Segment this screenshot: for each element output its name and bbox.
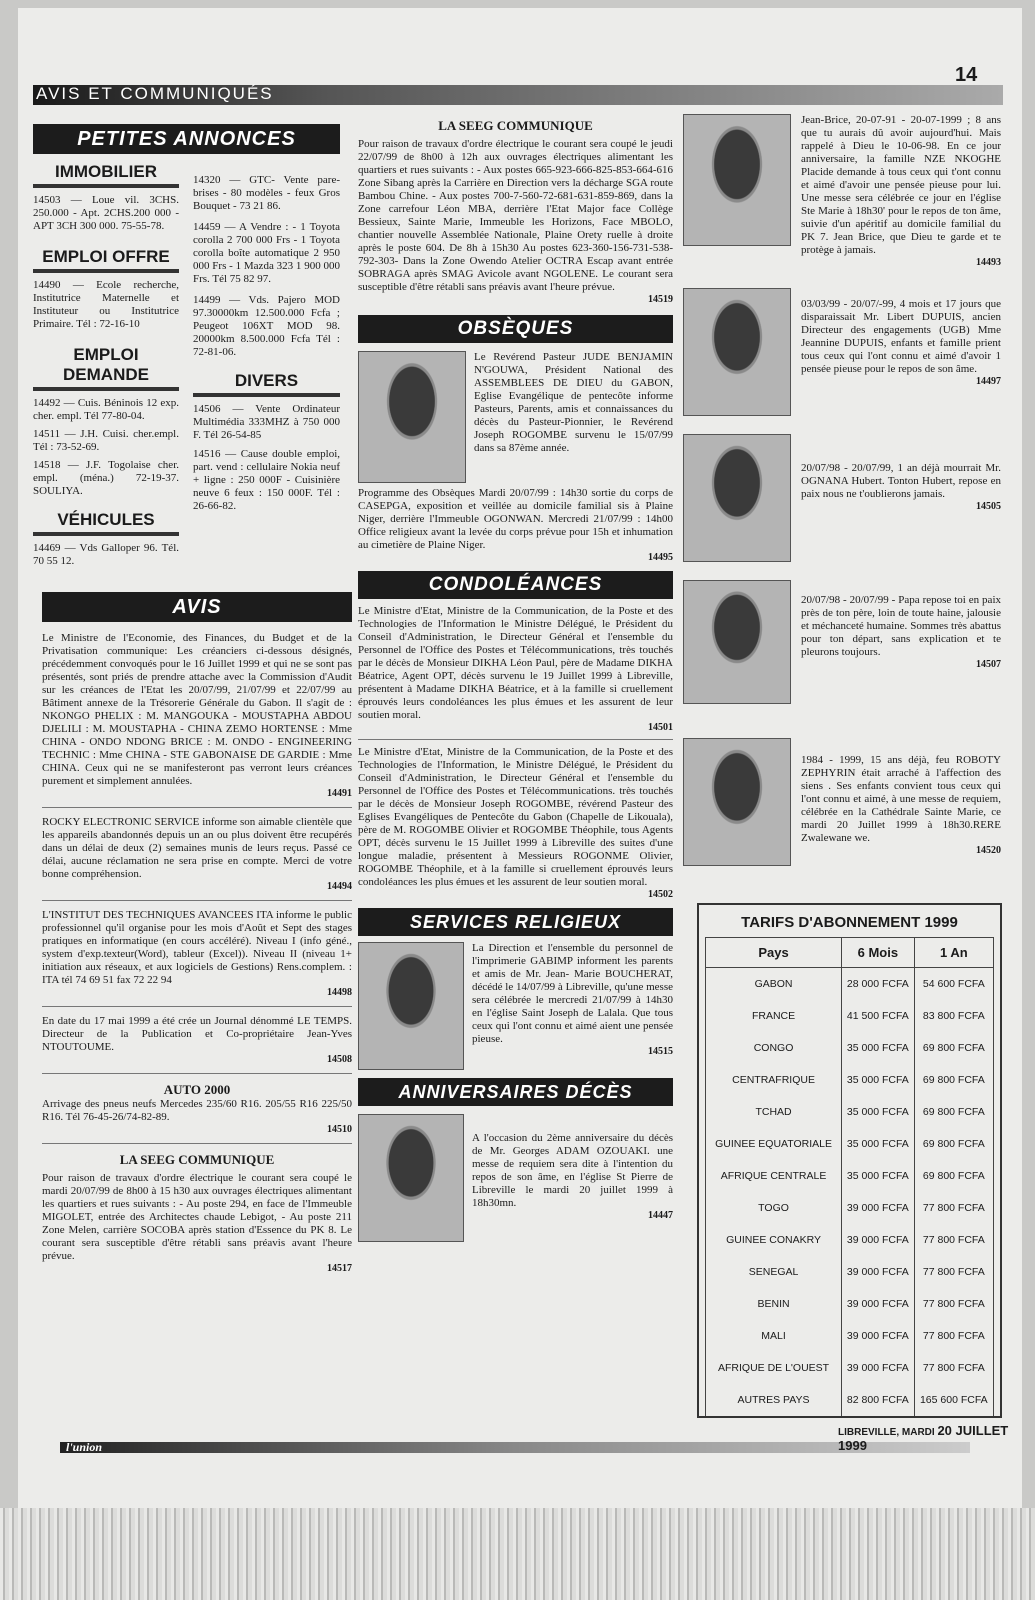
tarifs-cell: 39 000 FCFA [842, 1192, 915, 1224]
seeg-number: 14517 [327, 1263, 352, 1274]
tarifs-cell: GUINEE EQUATORIALE [706, 1128, 842, 1160]
memorial-number: 14505 [976, 501, 1001, 512]
avis-text: ROCKY ELECTRONIC SERVICE informe son aimable clientèle que les appareils abandonnés depuis un an ou plus doivent être recupérés dans un délai de deux (2) semaines munis de leurs reçus. Passé ce délai, aucune réclamation ne sera prise en compte. Merci de votre bonne compréhension. [42, 816, 352, 880]
memorial-number: 14520 [976, 845, 1001, 856]
emploi-offre-ad: 14490 — Ecole recherche, Institutrice Maternelle et Instituteur ou Institutrice Primaire. Tél : 72-16-10 [33, 279, 179, 330]
condoleances-banner: CONDOLÉANCES [358, 571, 673, 599]
column-memorials [683, 114, 1001, 878]
memorial-notice [683, 114, 1001, 266]
tarifs-cell: CONGO [706, 1032, 842, 1064]
tarifs-cell: AFRIQUE CENTRALE [706, 1160, 842, 1192]
tarifs-row [706, 1288, 994, 1320]
tarifs-cell: CENTRAFRIQUE [706, 1064, 842, 1096]
section-title: AVIS ET COMMUNIQUÉS [36, 84, 274, 103]
avis-banner: AVIS [42, 592, 352, 622]
portrait-photo [358, 1114, 464, 1242]
page-number: 14 [955, 64, 978, 86]
tarifs-cell: 77 800 FCFA [914, 1352, 993, 1384]
memorial-notice [683, 738, 1001, 878]
tarifs-row [706, 1128, 994, 1160]
tarifs-cell: AUTRES PAYS [706, 1384, 842, 1416]
auto-2000-text: Arrivage des pneus neufs Mercedes 235/60 R16. 205/55 R16 225/50 R16. Tél 76-45-26/74-82-89. [42, 1098, 352, 1123]
memorial-text: 20/07/98 - 20/07/99 - Papa repose toi en paix près de ton père, loin de toute haine, jalousie et méchanceté humaine. Sommes très abattus pour ton départ, sans explication et te pleurons toujours. [801, 594, 1001, 658]
seeg-text: Pour raison de travaux d'ordre électrique le courant sera coupé le mardi 20/07/99 de 8h00 à 15 h30 aux ouvrages électriques alimentant les quartiers et rues suivants : - Au poste 294, en face de l'Immeuble MIGOLET, entrée des Architectes chaude Lebigot, - Au poste 211 Zone Melen, carrière SOCOBA après station d'Essence du PK 8. Le courant sera susceptible d'être rétabli sans préavis avant l'heure prévue. [42, 1172, 352, 1262]
portrait-photo [683, 580, 791, 704]
services-religieux-number: 14515 [648, 1046, 673, 1057]
tarifs-cell: TOGO [706, 1192, 842, 1224]
emploi-demande-heading: EMPLOI DEMANDE [33, 345, 179, 391]
column-middle [358, 118, 673, 1242]
obseques-banner: OBSÈQUES [358, 315, 673, 343]
column-avis [42, 592, 352, 1274]
tarifs-row [706, 1352, 994, 1384]
tarifs-cell: SENEGAL [706, 1256, 842, 1288]
tarifs-cell: 35 000 FCFA [842, 1160, 915, 1192]
anniversaires-banner: ANNIVERSAIRES DÉCÈS [358, 1078, 673, 1106]
tarifs-cell: 77 800 FCFA [914, 1192, 993, 1224]
petites-right [193, 162, 340, 568]
classified-ad: 14499 — Vds. Pajero MOD 97.30000km 12.500.000 Fcfa ; Peugeot 106XT MOD 98. 20000km 8.500.000 Fcfa Tél : 72-81-06. [193, 294, 340, 358]
avis-text: En date du 17 mai 1999 a été crée un Journal dénommé LE TEMPS. Directeur de la Publication et Co-propriétaire Jean-Yves NTOUTOUME. [42, 1015, 352, 1053]
tarifs-row [706, 1096, 994, 1128]
auto-2000-title: AUTO 2000 [163, 1082, 231, 1097]
memorial-notice [683, 580, 1001, 730]
portrait-photo [358, 351, 466, 483]
obseques-number: 14495 [648, 552, 673, 563]
tarifs-header-cell: Pays [706, 938, 842, 968]
column-petites-annonces [33, 124, 340, 568]
condoleances-text: Le Ministre d'Etat, Ministre de la Communication, de la Poste et des Technologies de l'Information le Ministre Délégué, le Président du Conseil d'Administration, le Directeur Général et l'ensemble du Personnel de l'Office des Postes et Télécommunications, très touchés par le décès de Monsieur DIKHA Léon Paul, père de Madame DIKHA Béatrice, Agent OPT, décès survenu le 19 Juillet 1999 à Libreville, présentent à Madame DIKHA Béatrice, et à la famille si cruellement éprouvés leurs condoléances les plus émues et les assurent de leur soutien moral. [358, 605, 673, 721]
memorial-notice [683, 288, 1001, 434]
seeg-number: 14519 [648, 294, 673, 305]
tarifs-row [706, 968, 994, 1000]
obseques-text: Le Revérend Pasteur JUDE BENJAMIN N'GOUWA, Président National des ASSEMBLEES DE DIEU du GABON, Eglise Evangélique de pentecôte informe Pasteurs, Parents, amis et connaissances du décès du Pasteur-Pionnier, le Revérend Joseph ROGOMBE survenu le 15/07/99 dans sa 87ème année. [474, 351, 673, 454]
tarifs-row [706, 1000, 994, 1032]
classified-ad: 14320 — GTC- Vente pare-brises - 80 modèles - feux Gros Bouquet - 73 21 86. [193, 174, 340, 212]
condoleances-text: Le Ministre d'Etat, Ministre de la Communication, de la Poste et des Technologies de l'Information, le Ministre Délégué, le Président du Conseil d'Administration, le Directeur Général et l'ensemble du Personnel de l'Office des Postes et Télécommunications. très touchés par le décès de Monsieur Joseph ROGOMBE, révérend Pasteur des Eglises Evangéliques de Pentecôte du Gabon (Chapelle de Likouala), père de M. ROGOMBE Olivier et ROGOMBE Théophile, tous Agents OPT, décès survenu le 15 Juillet 1999 à Libreville des suites d'une longue maladie, présentent à Messieurs ROGONME Olivier, ROGOMBE Théophile, et à la famille si cruellement éprouvés leurs condoléances les plus émues et les assurent de leur soutien moral. [358, 746, 673, 888]
tarifs-cell: 35 000 FCFA [842, 1064, 915, 1096]
avis-number: 14498 [327, 987, 352, 998]
tarifs-cell: GUINEE CONAKRY [706, 1224, 842, 1256]
memorial-number: 14493 [976, 257, 1001, 268]
anniversaires-text: A l'occasion du 2ème anniversaire du décès de Mr. Georges ADAM OZOUAKI. une messe de requiem sera dite à l'intention du repos de son âme, en l'église St Pierre de Libreville le mardi 20 juillet 1999 à 18h30mn. [472, 1132, 673, 1209]
tarifs-row [706, 1032, 994, 1064]
tarifs-row [706, 1256, 994, 1288]
tarifs-cell: 39 000 FCFA [842, 1256, 915, 1288]
classified-ad: 14459 — A Vendre : - 1 Toyota corolla 2 700 000 Frs - 1 Toyota corolla boîte automatique 2 950 000 Frs - 1 Mazda 323 1 900 000 Frs. Tél 75 82 97. [193, 221, 340, 285]
tarifs-cell: 39 000 FCFA [842, 1352, 915, 1384]
condoleances-number: 14502 [648, 889, 673, 900]
scan-background [0, 1508, 1035, 1600]
divers-ad: 14506 — Vente Ordinateur Multimédia 333MHZ à 750 000 F. Tél 26-54-85 [193, 403, 340, 441]
seeg-title: LA SEEG COMMUNIQUE [119, 1152, 275, 1167]
memorial-text: 03/03/99 - 20/07/-99, 4 mois et 17 jours que disparaissait Mr. Libert DUPUIS, ancien Directeur des engagements (UGB) Mme Jeannine DUPUIS, enfants et famille prient tous ceux qui l'ont connu et aimé d'avoir 1 pensée pieuse pour le repos de son âme. [801, 298, 1001, 375]
tarifs-box [697, 903, 1002, 1418]
memorial-number: 14507 [976, 659, 1001, 670]
footer-place: LIBREVILLE, MARDI [838, 1427, 935, 1438]
tarifs-cell: 39 000 FCFA [842, 1224, 915, 1256]
tarifs-cell: 35 000 FCFA [842, 1128, 915, 1160]
seeg-title: LA SEEG COMMUNIQUE [438, 118, 593, 133]
tarifs-cell: 77 800 FCFA [914, 1288, 993, 1320]
tarifs-cell: 39 000 FCFA [842, 1320, 915, 1352]
anniversaires-number: 14447 [648, 1210, 673, 1221]
tarifs-row [706, 1160, 994, 1192]
obseques-program: Programme des Obsèques Mardi 20/07/99 : 14h30 sortie du corps de CASEPGA, exposition et veillée au domicile familial sis à Plaine Niger, derrière l'Immeuble OGONWAN. Mercredi 21/07/99 : 14h00 Office religieux avant la levée du corps prévue pour 15h et inhumation au cimetière de Plaine Niger. [358, 487, 673, 551]
vehicules-heading: VÉHICULES [33, 510, 179, 536]
tarifs-cell: MALI [706, 1320, 842, 1352]
tarifs-row [706, 1064, 994, 1096]
memorial-notice [683, 434, 1001, 580]
divers-heading: DIVERS [193, 371, 340, 397]
tarifs-cell: 69 800 FCFA [914, 1064, 993, 1096]
portrait-photo [683, 434, 791, 562]
tarifs-row [706, 1224, 994, 1256]
petites-annonces-banner: PETITES ANNONCES [33, 124, 340, 154]
avis-number: 14508 [327, 1054, 352, 1065]
tarifs-cell: 54 600 FCFA [914, 968, 993, 1000]
immobilier-ad: 14503 — Loue vil. 3CHS. 250.000 - Apt. 2CHS.200 000 - APT 3CH 300 000. 75-55-78. [33, 194, 179, 232]
services-religieux-text: La Direction et l'ensemble du personnel de l'imprimerie GABIMP informent les parents et amis de Mr. Jean- Marie BOUCHERAT, décédé le 14/07/99 à Libreville, qu'une messe sera célébrée le mercredi 21/07/99 à 14h30 en l'église Saint Joseph de Lalala. Que tous ceux qui l'ont connu et aimé aient une pensée pieuse. [472, 942, 673, 1045]
tarifs-table [705, 937, 994, 1416]
tarifs-cell: FRANCE [706, 1000, 842, 1032]
footer-year: 1999 [838, 1438, 867, 1453]
petites-left [33, 162, 179, 568]
emploi-demande-ad: 14511 — J.H. Cuisi. cher.empl. Tél : 73-52-69. [33, 428, 179, 453]
tarifs-cell: 39 000 FCFA [842, 1288, 915, 1320]
avis-text: Le Ministre de l'Economie, des Finances, du Budget et de la Privatisation communique: Les créanciers ci-dessous désignés, précédemment convoqués pour le 16 Juillet 1999 et qui ne se sont pas présentés, sont priés de prendre attache avec la Commission d'Audit sur les créances de l'Etat les 20/07/99, 21/07/99 et 22/07/99 au Bâtiment annexe de la Trésorerie Générale du Gabon. Il s'agit de : NKONGO PHELIX : M. MANGOUKA - MOUSTAPHA ABDOU DJELILI : M. MOUSTAPHA - CHINA ZEMO HORTENSE : Mme CHINA - ONDO NDONG BRICE : M. ONDO - ENGINEERING TECHNIC : Mme CHINA - STE GABONAISE DE GARDIE : Mme CHINA. Ceux qui ne se manifesteront pas verront leurs créances purement et simplement annulées. [42, 632, 352, 787]
portrait-photo [683, 288, 791, 416]
tarifs-cell: 35 000 FCFA [842, 1032, 915, 1064]
portrait-photo [683, 114, 791, 246]
tarifs-cell: TCHAD [706, 1096, 842, 1128]
vehicules-ad: 14469 — Vds Galloper 96. Tél. 70 55 12. [33, 542, 179, 567]
newspaper-logo: l'union [66, 1440, 103, 1454]
tarifs-cell: 83 800 FCFA [914, 1000, 993, 1032]
tarifs-cell: 69 800 FCFA [914, 1128, 993, 1160]
tarifs-cell: 41 500 FCFA [842, 1000, 915, 1032]
tarifs-cell: 69 800 FCFA [914, 1160, 993, 1192]
tarifs-cell: AFRIQUE DE L'OUEST [706, 1352, 842, 1384]
tarifs-cell: 165 600 FCFA [914, 1384, 993, 1416]
memorial-text: Jean-Brice, 20-07-91 - 20-07-1999 ; 8 ans que tu aurais dû avoir aujourd'hui. Mais rappelé à Dieu le 10-06-98. En ce jour anniversaire, la famille NZE NKOGHE Placide demande à tous ceux qui t'ont connu et aimé d'avoir une pensée pieuse pour lui. Une messe sera célébrée ce jour en l'église Ste Marie à 18h30' pour le repos de ton âme, suivie d'un apéritif au domicile familial du PK 7. Jean Brice, que Dieu te garde et te protège à jamais. [801, 114, 1001, 256]
portrait-photo [683, 738, 791, 866]
footer-bar [60, 1442, 970, 1453]
divers-ad: 14516 — Cause double emploi, part. vend : cellulaire Nokia neuf + ligne : 250 000F - Cuisinière neuve 6 feux : 150 000F. Tél : 26-66-82. [193, 448, 340, 512]
tarifs-cell: BENIN [706, 1288, 842, 1320]
seeg-text: Pour raison de travaux d'ordre électrique le courant sera coupé le jeudi 22/07/99 de 8h00 à 12h aux ouvrages électriques alimentant les quartiers et rues suivants : - Aux postes 665-923-666-825-853-664-616 Zone Sibang après la Carrière en Direction vers la décharge SGA route Bambou Chine. - Aux postes 700-7-560-72-681-631-859-869, dans la Zone carrefour Léon MBA, derrière l'Etat Major face Collège Bessieux, Sainte Marie, Immeuble les Horizons, Face MBOLO, chantier nouvelle Assemblée Nationale, Plaine Orety ruelle à droite après le poste 604. De 8h à 15h30 Au postes 623-360-156-731-538-792-303- Dans la Zone Owendo Atelier OCTRA Escap avant entrée SOBRAGA après SMAG Avicole avant NGOLENE. Le courant sera susceptible d'être rétabli sans préavis avant l'heure prévue. [358, 138, 673, 293]
avis-number: 14494 [327, 881, 352, 892]
footer-day: 20 JUILLET [937, 1423, 1009, 1438]
tarifs-cell: 82 800 FCFA [842, 1384, 915, 1416]
footer-date [838, 1423, 1035, 1453]
emploi-offre-heading: EMPLOI OFFRE [33, 247, 179, 273]
tarifs-header-cell: 6 Mois [842, 938, 915, 968]
tarifs-header-cell: 1 An [914, 938, 993, 968]
avis-number: 14491 [327, 788, 352, 799]
tarifs-cell: 28 000 FCFA [842, 968, 915, 1000]
tarifs-cell: 77 800 FCFA [914, 1224, 993, 1256]
memorial-number: 14497 [976, 376, 1001, 387]
tarifs-cell: 69 800 FCFA [914, 1096, 993, 1128]
tarifs-cell: 69 800 FCFA [914, 1032, 993, 1064]
immobilier-heading: IMMOBILIER [33, 162, 179, 188]
memorial-text: 20/07/98 - 20/07/99, 1 an déjà mourrait Mr. OGNANA Hubert. Tonton Hubert, repose en paix nous ne t'oublierons jamais. [801, 462, 1001, 500]
services-religieux-banner: SERVICES RELIGIEUX [358, 908, 673, 936]
tarifs-title: TARIFS D'ABONNEMENT 1999 [741, 914, 958, 931]
tarifs-cell: 77 800 FCFA [914, 1256, 993, 1288]
tarifs-cell: 35 000 FCFA [842, 1096, 915, 1128]
avis-text: L'INSTITUT DES TECHNIQUES AVANCEES ITA informe le public professionnel qu'il organise pour les mois d'Août et Sept des stages pratiques en informatique (en cours accéléré). Niveau I (info géné., system d'exp.texteur(Word), tableur (Excel)). Niveau II (niveau 1+ initiation aux réseaux, et aux logiciels de Gestions) Rens.complem. : ITA tél 74 69 51 fax 72 22 94 [42, 909, 352, 986]
portrait-photo [358, 942, 464, 1070]
tarifs-cell: 77 800 FCFA [914, 1320, 993, 1352]
tarifs-row [706, 1320, 994, 1352]
tarifs-row [706, 1192, 994, 1224]
tarifs-row [706, 1384, 994, 1416]
auto-2000-number: 14510 [327, 1124, 352, 1135]
condoleances-number: 14501 [648, 722, 673, 733]
emploi-demande-ad: 14518 — J.F. Togolaise cher. empl. (ména.) 72-19-37. SOULIYA. [33, 459, 179, 497]
memorial-text: 1984 - 1999, 15 ans déjà, feu ROBOTY ZEPHYRIN était arraché à l'affection des siens . Ses enfants convient tous ceux qui l'ont connu et aimé, à une messe de requiem, célébrée en la Cathédrale Sainte Marie, ce mardi 20 Juillet 1999 à 18h30.RERE Zwalewane we. [801, 754, 1001, 844]
tarifs-cell: GABON [706, 968, 842, 1000]
emploi-demande-ad: 14492 — Cuis. Béninois 12 exp. cher. empl. Tél 77-80-04. [33, 397, 179, 422]
